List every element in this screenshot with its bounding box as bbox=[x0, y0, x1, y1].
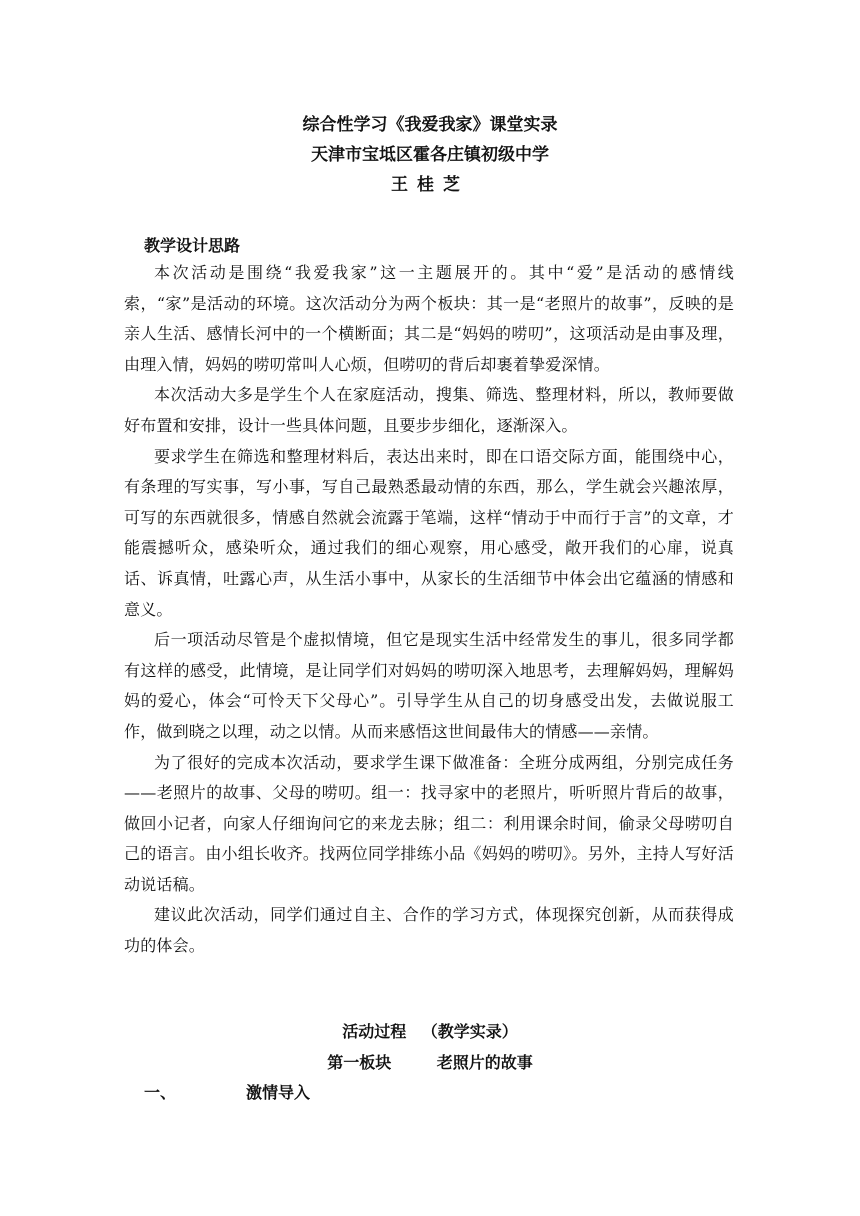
process-heading-subtitle: （教学实录） bbox=[421, 1022, 518, 1041]
block-title: 老照片的故事 bbox=[436, 1053, 533, 1072]
design-paragraph-2: 本次活动大多是学生个人在家庭活动，搜集、筛选、整理材料，所以，教师要做好布置和安排，设计一些具体问题，且要步步细化，逐渐深入。 bbox=[124, 385, 734, 435]
process-heading bbox=[0, 1016, 860, 1047]
design-paragraph-3: 要求学生在筛选和整理材料后，表达出来时，即在口语交际方面，能围绕中心，有条理的写实事，写小事，写自己最熟悉最动情的东西，那么，学生就会兴趣浓厚，可写的东西就很多，情感自然就会流露于笔端，这样“情动于中而行于言”的文章，才能震撼听众，感染听众，通过我们的细心观察，用心感受，敞开我们的心扉，说真话、诉真情，吐露心声，从生活小事中，从家长的生活细节中体会出它蕴涵的情感和意义。 bbox=[124, 446, 734, 619]
design-paragraph-4: 后一项活动尽管是个虚拟情境，但它是现实生活中经常发生的事儿，很多同学都有这样的感受，此情境，是让同学们对妈妈的唠叨深入地思考，去理解妈妈，理解妈妈的爱心，体会“可怜天下父母心”。引导学生从自己的切身感受出发，去做说服工作，做到晓之以理，动之以情。从而来感悟这世间最伟大的情感——亲情。 bbox=[124, 630, 734, 741]
design-body bbox=[124, 258, 734, 962]
school-name: 天津市宝坻区霍各庄镇初级中学 bbox=[311, 145, 549, 165]
block-heading bbox=[0, 1047, 860, 1078]
document-title: 综合性学习《我爱我家》课堂实录 bbox=[302, 115, 558, 135]
design-paragraph-6: 建议此次活动，同学们通过自主、合作的学习方式，体现探究创新，从而获得成功的体会。 bbox=[124, 905, 734, 956]
design-paragraph-5: 为了很好的完成本次活动，要求学生课下做准备：全班分成两组，分别完成任务——老照片的故事、父母的唠叨。组一：找寻家中的老照片，听听照片背后的故事，做回小记者，向家人仔细询问它的来龙去脉；组二：利用课余时间，偷录父母唠叨自己的语言。由小组长收齐。找两位同学排练小品《妈妈的唠叨》。另外，主持人写好活动说话稿。 bbox=[124, 752, 734, 894]
process-heading-label: 活动过程 bbox=[342, 1022, 407, 1041]
design-heading: 教学设计思路 bbox=[144, 236, 241, 255]
author-name: 王桂芝 bbox=[391, 175, 469, 195]
design-paragraph-1: 本次活动是围绕“我爱我家”这一主题展开的。其中“爱”是活动的感情线索，“家”是活动的环境。这次活动分为两个板块：其一是“老照片的故事”，反映的是亲人生活、感情长河中的一个横断面；其二是“妈妈的唠叨”，这项活动是由事及理，由理入情，妈妈的唠叨常叫人心烦，但唠叨的背后却裹着挚爱深情。 bbox=[124, 263, 734, 374]
item-title: 激情导入 bbox=[246, 1083, 311, 1102]
block-label: 第一板块 bbox=[327, 1053, 392, 1072]
item-number: 一、 bbox=[144, 1083, 177, 1102]
